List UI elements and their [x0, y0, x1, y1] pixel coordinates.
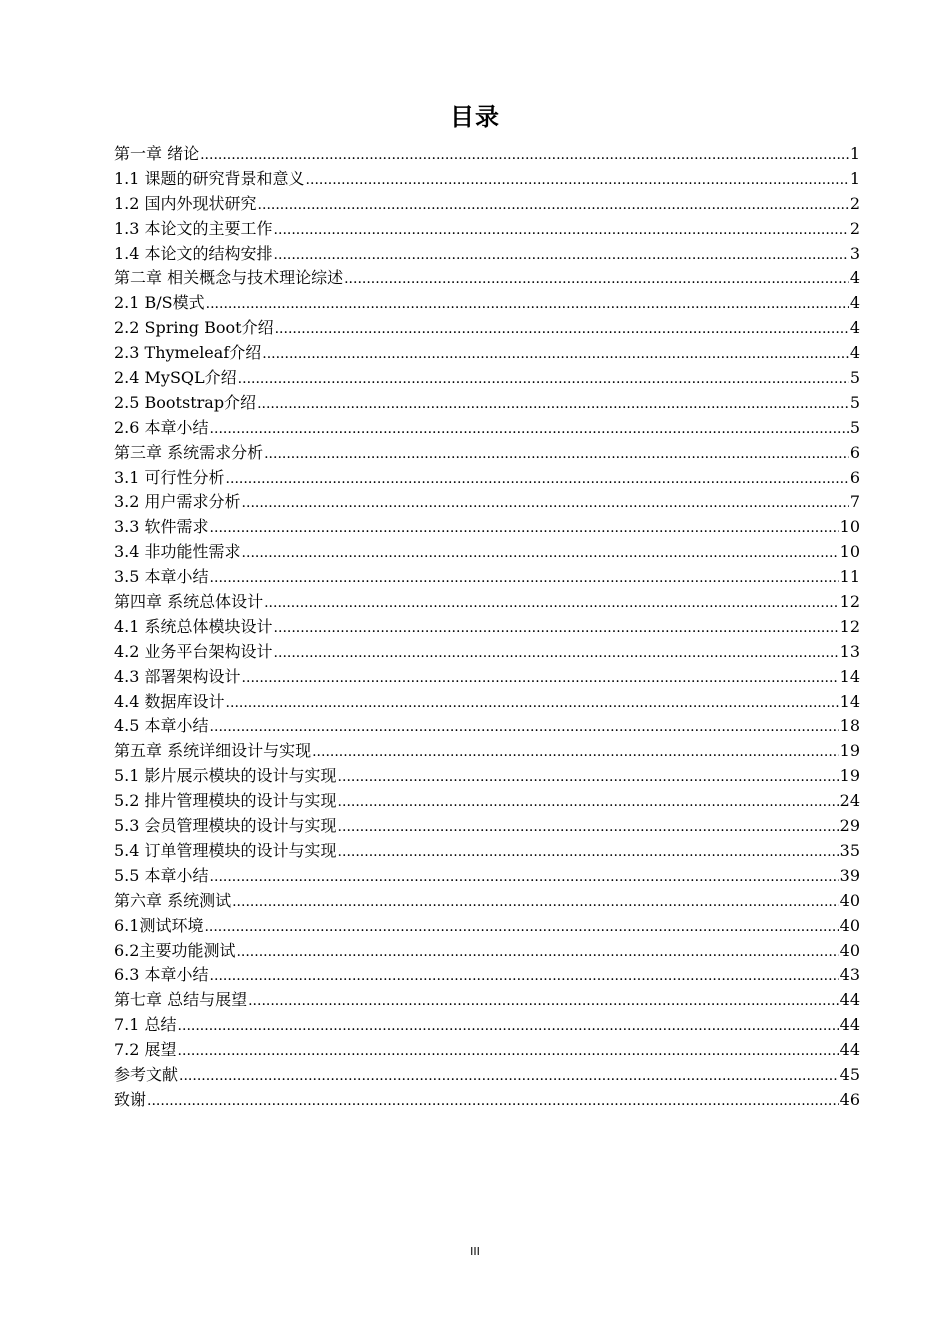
toc-entry-page: 6 — [849, 442, 860, 462]
toc-entry-label: 5.4 订单管理模块的设计与实现 — [114, 840, 337, 860]
toc-leader-dots — [274, 242, 849, 268]
toc-entry-label: 参考文献 — [114, 1064, 179, 1084]
toc-entry[interactable] — [114, 466, 860, 491]
toc-entry-label: 1.3 本论文的主要工作 — [114, 218, 273, 238]
toc-entry-page: 13 — [839, 641, 860, 661]
toc-leader-dots — [226, 690, 839, 716]
toc-entry[interactable] — [114, 1063, 860, 1088]
toc-leader-dots — [248, 988, 839, 1014]
toc-entry[interactable] — [114, 565, 860, 590]
toc-leader-dots — [210, 565, 839, 591]
toc-entry-page: 29 — [839, 816, 860, 836]
toc-leader-dots — [210, 864, 839, 890]
toc-entry[interactable] — [114, 316, 860, 341]
toc-entry-label: 第五章 系统详细设计与实现 — [114, 741, 312, 761]
toc-entry-page: 35 — [839, 840, 860, 860]
toc-entry[interactable] — [114, 391, 860, 416]
toc-entry-label: 2.6 本章小结 — [114, 417, 209, 437]
toc-entry-label: 2.4 MySQL介绍 — [114, 368, 237, 388]
toc-leader-dots — [210, 963, 839, 989]
toc-entry[interactable] — [114, 665, 860, 690]
toc-entry-label: 5.5 本章小结 — [114, 865, 209, 885]
toc-leader-dots — [274, 615, 839, 641]
toc-entry[interactable] — [114, 490, 860, 515]
toc-entry-page: 2 — [849, 193, 860, 213]
toc-entry-page: 6 — [849, 467, 860, 487]
toc-entry-page: 44 — [839, 1015, 860, 1035]
toc-entry-page: 4 — [849, 293, 860, 313]
toc-entry-label: 3.2 用户需求分析 — [114, 492, 241, 512]
toc-entry-page: 46 — [839, 1089, 860, 1109]
toc-entry-label: 2.3 Thymeleaf介绍 — [114, 343, 262, 363]
toc-entry[interactable] — [114, 515, 860, 540]
toc-entry-label: 5.1 影片展示模块的设计与实现 — [114, 766, 337, 786]
toc-leader-dots — [258, 192, 849, 218]
toc-entry-label: 7.1 总结 — [114, 1015, 177, 1035]
toc-entry-label: 1.4 本论文的结构安排 — [114, 243, 273, 263]
toc-entry-page: 12 — [839, 616, 860, 636]
toc-entry-label: 2.1 B/S模式 — [114, 293, 205, 313]
toc-leader-dots — [238, 366, 849, 392]
toc-leader-dots — [147, 1088, 839, 1114]
toc-entry-label: 第六章 系统测试 — [114, 890, 232, 910]
toc-entry[interactable] — [114, 889, 860, 914]
toc-leader-dots — [226, 466, 849, 492]
toc-entry-label: 第七章 总结与展望 — [114, 990, 248, 1010]
toc-leader-dots — [242, 540, 839, 566]
toc-entry[interactable] — [114, 1038, 860, 1063]
toc-entry-page: 2 — [849, 218, 860, 238]
toc-entry-page: 18 — [839, 716, 860, 736]
toc-leader-dots — [344, 266, 849, 292]
toc-entry[interactable] — [114, 864, 860, 889]
toc-leader-dots — [232, 889, 839, 915]
toc-entry[interactable] — [114, 939, 860, 964]
toc-entry-label: 2.5 Bootstrap介绍 — [114, 392, 257, 412]
toc-entry[interactable] — [114, 1013, 860, 1038]
toc-entry-page: 40 — [839, 940, 860, 960]
toc-entry[interactable] — [114, 366, 860, 391]
toc-leader-dots — [275, 316, 849, 342]
toc-title: 目录 — [450, 103, 500, 131]
toc-entry-label: 第一章 绪论 — [114, 144, 200, 163]
toc-leader-dots — [274, 640, 839, 666]
toc-leader-dots — [178, 1013, 839, 1039]
toc-entry-label: 4.4 数据库设计 — [114, 691, 225, 711]
toc-entry-page: 4 — [849, 318, 860, 338]
toc-entry-label: 第二章 相关概念与技术理论综述 — [114, 268, 344, 288]
toc-entry-label: 4.5 本章小结 — [114, 716, 209, 736]
toc-entry-page: 14 — [839, 666, 860, 686]
toc-entry-label: 3.3 软件需求 — [114, 517, 209, 537]
toc-entry-page: 4 — [849, 343, 860, 363]
toc-leader-dots — [257, 391, 849, 417]
toc-entry[interactable] — [114, 814, 860, 839]
toc-list — [114, 142, 860, 1113]
toc-entry-page: 40 — [839, 890, 860, 910]
toc-entry-page: 1 — [849, 144, 860, 163]
toc-entry[interactable] — [114, 690, 860, 715]
toc-entry[interactable] — [114, 839, 860, 864]
toc-entry-label: 4.1 系统总体模块设计 — [114, 616, 273, 636]
toc-entry[interactable] — [114, 142, 860, 167]
toc-leader-dots — [210, 714, 839, 740]
toc-entry[interactable] — [114, 640, 860, 665]
toc-leader-dots — [206, 291, 849, 317]
toc-entry-page: 5 — [849, 368, 860, 388]
toc-entry-label: 3.5 本章小结 — [114, 567, 209, 587]
toc-leader-dots — [242, 490, 849, 516]
toc-entry-page: 39 — [839, 865, 860, 885]
toc-entry-label: 第四章 系统总体设计 — [114, 592, 264, 612]
toc-leader-dots — [338, 839, 839, 865]
toc-entry[interactable] — [114, 1088, 860, 1113]
toc-entry-label: 5.2 排片管理模块的设计与实现 — [114, 791, 337, 811]
toc-leader-dots — [204, 914, 838, 940]
toc-entry-label: 6.3 本章小结 — [114, 965, 209, 985]
page-number: III — [470, 1245, 480, 1258]
toc-entry-label: 6.2主要功能测试 — [114, 940, 236, 960]
toc-leader-dots — [210, 515, 839, 541]
toc-entry-page: 5 — [849, 417, 860, 437]
toc-leader-dots — [264, 441, 849, 467]
toc-entry-page: 10 — [839, 517, 860, 537]
toc-entry[interactable] — [114, 789, 860, 814]
toc-entry[interactable] — [114, 217, 860, 242]
toc-entry-page: 5 — [849, 392, 860, 412]
toc-entry-page: 3 — [849, 243, 860, 263]
toc-entry[interactable] — [114, 341, 860, 366]
toc-entry[interactable] — [114, 416, 860, 441]
toc-entry-page: 45 — [839, 1064, 860, 1084]
toc-leader-dots — [312, 739, 839, 765]
toc-entry-label: 7.2 展望 — [114, 1040, 177, 1060]
toc-entry[interactable] — [114, 988, 860, 1013]
toc-entry-page: 24 — [839, 791, 860, 811]
toc-leader-dots — [236, 939, 838, 965]
toc-entry-page: 43 — [839, 965, 860, 985]
toc-entry[interactable] — [114, 291, 860, 316]
toc-leader-dots — [264, 590, 839, 616]
toc-entry-page: 12 — [839, 592, 860, 612]
toc-entry[interactable] — [114, 590, 860, 615]
toc-entry-label: 3.1 可行性分析 — [114, 467, 225, 487]
toc-entry-page: 44 — [839, 1040, 860, 1060]
toc-entry-page: 10 — [839, 542, 860, 562]
toc-entry[interactable] — [114, 764, 860, 789]
toc-leader-dots — [179, 1063, 839, 1089]
toc-entry-label: 4.3 部署架构设计 — [114, 666, 241, 686]
toc-entry-label: 第三章 系统需求分析 — [114, 442, 264, 462]
toc-leader-dots — [338, 814, 839, 840]
toc-leader-dots — [210, 416, 849, 442]
toc-entry-label: 致谢 — [114, 1089, 147, 1109]
toc-entry-page: 14 — [839, 691, 860, 711]
toc-leader-dots — [274, 217, 849, 243]
toc-entry-page: 7 — [849, 492, 860, 512]
toc-leader-dots — [338, 789, 839, 815]
toc-entry-page: 19 — [839, 741, 860, 761]
toc-entry-page: 1 — [849, 168, 860, 188]
toc-entry[interactable] — [114, 167, 860, 192]
toc-entry-page: 40 — [839, 915, 860, 935]
toc-entry-label: 4.2 业务平台架构设计 — [114, 641, 273, 661]
toc-entry[interactable] — [114, 914, 860, 939]
toc-entry-label: 1.2 国内外现状研究 — [114, 193, 257, 213]
toc-entry[interactable] — [114, 714, 860, 739]
toc-entry-page: 11 — [839, 567, 860, 587]
toc-entry[interactable] — [114, 540, 860, 565]
toc-entry-label: 6.1测试环境 — [114, 915, 204, 935]
toc-leader-dots — [242, 665, 839, 691]
toc-entry[interactable] — [114, 192, 860, 217]
toc-entry-label: 5.3 会员管理模块的设计与实现 — [114, 816, 337, 836]
toc-entry-label: 2.2 Spring Boot介绍 — [114, 318, 274, 338]
toc-entry-page: 44 — [839, 990, 860, 1010]
toc-entry-page: 19 — [839, 766, 860, 786]
toc-entry-label: 3.4 非功能性需求 — [114, 542, 241, 562]
toc-entry-label: 1.1 课题的研究背景和意义 — [114, 168, 305, 188]
toc-leader-dots — [338, 764, 839, 790]
toc-entry[interactable] — [114, 242, 860, 267]
toc-leader-dots — [306, 167, 849, 193]
toc-entry[interactable] — [114, 739, 860, 764]
toc-leader-dots — [178, 1038, 839, 1064]
toc-leader-dots — [262, 341, 849, 367]
toc-entry-page: 4 — [849, 268, 860, 288]
toc-leader-dots — [200, 142, 849, 168]
toc-entry[interactable] — [114, 441, 860, 466]
toc-entry[interactable] — [114, 963, 860, 988]
toc-entry[interactable] — [114, 266, 860, 291]
toc-entry[interactable] — [114, 615, 860, 640]
